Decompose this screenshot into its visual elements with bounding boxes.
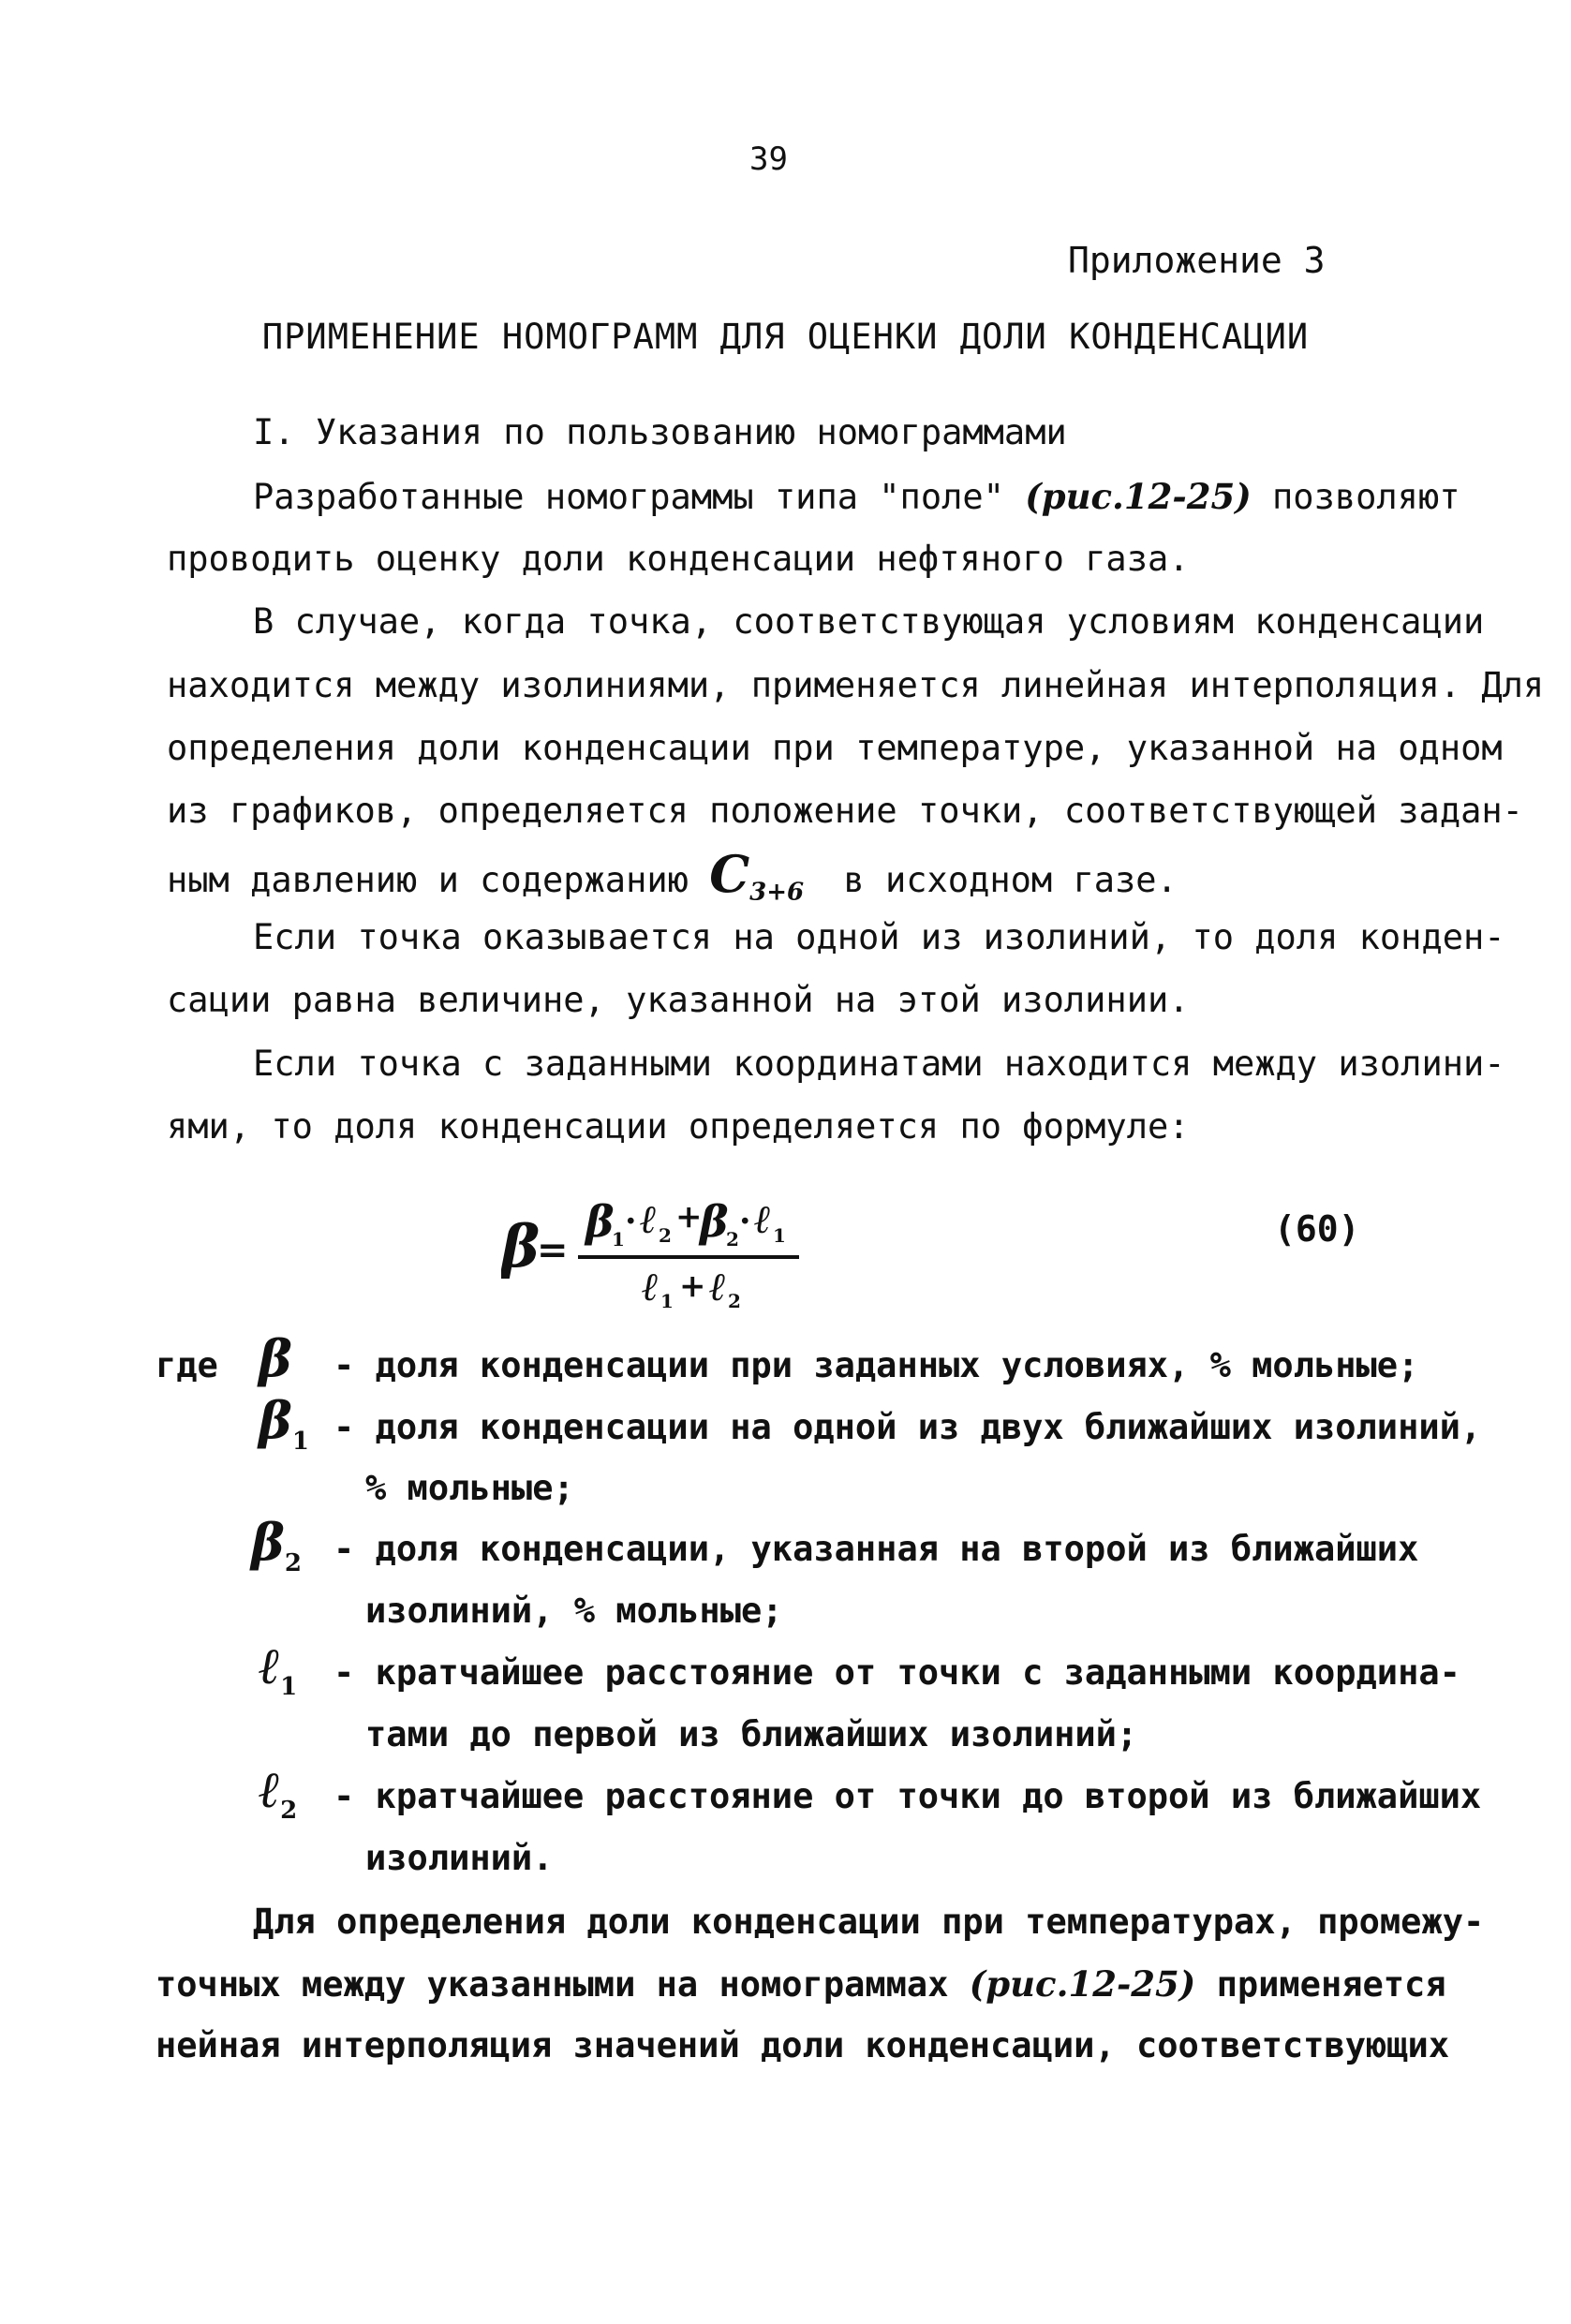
- paragraph-2-line-5: [167, 844, 1178, 914]
- definition-2-line-2: % мольные;: [365, 1468, 574, 1508]
- formula-den-l1: ℓ: [642, 1264, 659, 1310]
- symbol-subscript: 1: [291, 1427, 309, 1456]
- formula-equals: =: [537, 1228, 569, 1272]
- definition-4-line-2: тами до первой из ближайших изолиний;: [365, 1714, 1138, 1754]
- paragraph-1-line-1: [253, 474, 1460, 520]
- text-span: ным давлению и содержанию: [167, 860, 689, 900]
- paragraph-3-line-1: Если точка оказывается на одной из изолиний, то доля конден-: [253, 917, 1505, 957]
- symbol-text: β: [259, 1328, 292, 1388]
- condensation-formula: [501, 1190, 913, 1311]
- section-heading: I. Указания по пользованию номограммами: [253, 412, 1067, 452]
- paragraph-2-line-2: находится между изолиниями, применяется линейная интерполяция. Для: [167, 665, 1545, 705]
- page-number: 39: [749, 141, 788, 178]
- paragraph-2-line-4: из графиков, определяется положение точки, соответствующей задан-: [167, 791, 1523, 831]
- formula-num-l1: ℓ: [754, 1196, 771, 1242]
- text-span: Разработанные номограммы типа "поле": [253, 477, 1004, 517]
- text-span: позволяют: [1272, 477, 1460, 517]
- formula-num-sub3: 2: [726, 1228, 739, 1251]
- appendix-label: Приложение 3: [1068, 240, 1326, 281]
- definition-1: - доля конденсации при заданных условиях, % мольные;: [333, 1345, 1419, 1385]
- definition-5-line-1: - кратчайшее расстояние от точки до второй из ближайших: [333, 1776, 1482, 1816]
- formula-num-plus: +: [675, 1198, 703, 1236]
- where-label: где: [156, 1345, 218, 1385]
- formula-den-plus: +: [679, 1267, 706, 1305]
- figure-reference: (рис.12-25): [969, 1963, 1196, 2005]
- definition-symbol-beta1: [259, 1390, 309, 1456]
- text-span: точных между указанными на номограммах: [156, 1964, 949, 2005]
- definition-3-line-2: изолиний, % мольные;: [365, 1591, 783, 1631]
- equation-number: (60): [1274, 1208, 1360, 1250]
- closing-line-2: [156, 1961, 1446, 2007]
- definition-symbol-l2: [259, 1759, 297, 1825]
- definition-5-line-2: изолиний.: [365, 1838, 554, 1878]
- paragraph-1-line-2: проводить оценку доли конденсации нефтяного газа.: [167, 539, 1190, 579]
- formula-lhs: β: [501, 1212, 541, 1280]
- formula-den-sub2: 2: [728, 1290, 741, 1311]
- page-title: ПРИМЕНЕНИЕ НОМОГРАММ ДЛЯ ОЦЕНКИ ДОЛИ КОНДЕНСАЦИИ: [261, 317, 1310, 357]
- formula-num-beta1: β: [585, 1196, 615, 1247]
- formula-num-dot2: ·: [739, 1202, 751, 1241]
- formula-num-sub4: 1: [773, 1224, 786, 1247]
- symbol-text: β: [259, 1390, 292, 1450]
- formula-den-sub1: 1: [660, 1290, 674, 1311]
- definition-symbol-l1: [259, 1636, 297, 1701]
- paragraph-2-line-1: В случае, когда точка, соответствующая условиям конденсации: [253, 601, 1485, 642]
- symbol-subscript: 1: [280, 1672, 298, 1701]
- symbol-text: ℓ: [259, 1636, 281, 1695]
- definition-4-line-1: - кратчайшее расстояние от точки с заданными координа-: [333, 1652, 1460, 1693]
- c-symbol: C: [709, 844, 750, 904]
- formula-den-l2: ℓ: [709, 1264, 726, 1310]
- closing-line-1: Для определения доли конденсации при температурах, промежу-: [253, 1902, 1485, 1942]
- c-subscript: 3+6: [749, 878, 805, 907]
- symbol-subscript: 2: [284, 1548, 302, 1577]
- symbol-subscript: 2: [280, 1796, 298, 1825]
- paragraph-3-line-2: сации равна величине, указанной на этой изолинии.: [167, 980, 1190, 1020]
- closing-line-3: нейная интерполяция значений доли конденсации, соответствующих: [156, 2025, 1450, 2065]
- formula-num-dot1: ·: [625, 1202, 637, 1241]
- symbol-text: ℓ: [259, 1759, 281, 1819]
- formula-num-sub2: 2: [659, 1224, 672, 1247]
- text-span: в исходном газе.: [843, 860, 1178, 900]
- definition-2-line-1: - доля конденсации на одной из двух ближайших изолиний,: [333, 1407, 1482, 1447]
- symbol-text: β: [251, 1512, 285, 1572]
- figure-reference: (рис.12-25): [1025, 476, 1252, 517]
- text-span: применяется: [1216, 1964, 1446, 2005]
- definition-symbol-beta2: [251, 1512, 302, 1577]
- formula-num-beta2: β: [700, 1196, 729, 1247]
- definition-3-line-1: - доля конденсации, указанная на второй из ближайших: [333, 1529, 1419, 1569]
- paragraph-4-line-2: ями, то доля конденсации определяется по формуле:: [167, 1106, 1190, 1147]
- formula-num-l2: ℓ: [640, 1196, 657, 1242]
- formula-graphic: [501, 1190, 913, 1311]
- paragraph-2-line-3: определения доли конденсации при температуре, указанной на одном: [167, 728, 1503, 768]
- paragraph-4-line-1: Если точка с заданными координатами находится между изолини-: [253, 1044, 1505, 1084]
- definition-symbol-beta: [259, 1328, 292, 1388]
- formula-num-sub1: 1: [612, 1228, 625, 1251]
